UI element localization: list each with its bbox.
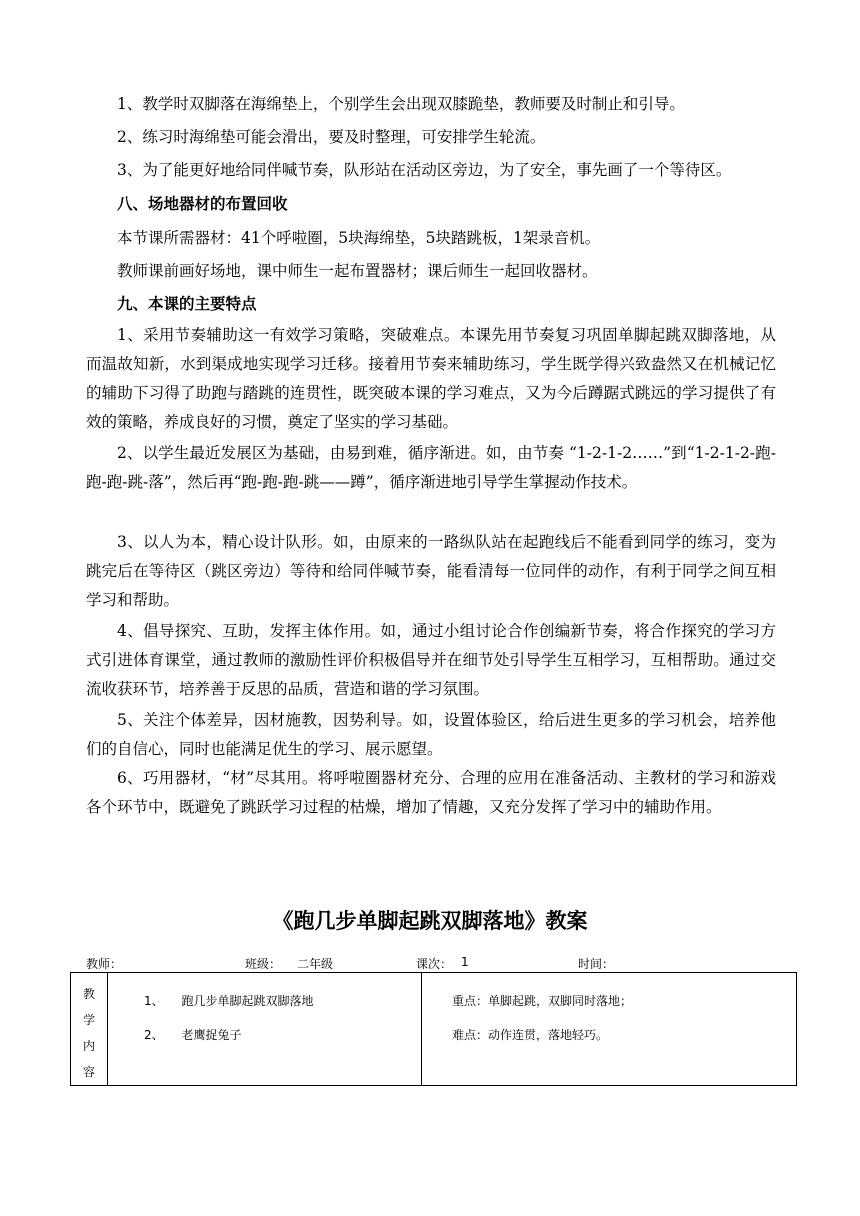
lesson-value: 1	[461, 955, 469, 969]
table-row	[71, 973, 797, 1086]
lesson-plan-title: 《跑几步单脚起跳双脚落地》教案	[272, 909, 588, 933]
note-3: 3、为了能更好地给同伴喊节奏，队形站在活动区旁边，为了安全，事先画了一个等待区。	[117, 161, 732, 179]
content-items-cell	[108, 973, 422, 1086]
content-label-cell	[71, 973, 108, 1086]
lesson-plan-table	[70, 972, 797, 1086]
lesson-label: 课次：	[416, 957, 453, 971]
label-char: 学	[82, 1013, 95, 1027]
label-char: 容	[82, 1065, 95, 1079]
feature-point-2: 2、以学生最近发展区为基础，由易到难，循序渐进。如，由节奏 “1-2-1-2……”到“1-2-1-2-跑-跑-跑-跳-落”，然后再“跑-跑-跑-跳——蹲”，循序渐进地引导学生掌握动作技术。	[86, 444, 776, 491]
item-text: 老鹰捉兔子	[181, 1028, 242, 1042]
time-label: 时间：	[578, 957, 615, 971]
label-char: 教	[82, 987, 95, 1001]
feature-point-4: 4、倡导探究、互助，发挥主体作用。如，通过小组讨论合作创编新节奏，将合作探究的学习方式引进体育课堂，通过教师的激励性评价积极倡导并在细节处引导学生互相学习，互相帮助。通过交流收获环节，培养善于反思的品质，营造和谐的学习氛围。	[86, 622, 776, 698]
class-value: 二年级	[297, 957, 334, 971]
key-point: 重点：单脚起跳，双脚同时落地；	[452, 994, 633, 1008]
difficult-point: 难点：动作连贯，落地轻巧。	[452, 1028, 609, 1042]
section-9-heading: 九、本课的主要特点	[117, 295, 257, 313]
feature-point-5: 5、关注个体差异，因材施教，因势利导。如，设置体验区，给后进生更多的学习机会，培养他们的自信心，同时也能满足优生的学习、展示愿望。	[86, 711, 776, 758]
feature-point-1: 1、采用节奏辅助这一有效学习策略，突破难点。本课先用节奏复习巩固单脚起跳双脚落地，从而温故知新，水到渠成地实现学习迁移。接着用节奏来辅助练习，学生既学得兴致盎然又在机械记忆的辅助下习得了助跑与踏跳的连贯性，既突破本课的学习难点，又为今后蹲踞式跳远的学习提供了有效的策略，养成良好的习惯，奠定了坚实的学习基础。	[86, 326, 776, 431]
section-8-heading: 八、场地器材的布置回收	[117, 195, 288, 213]
class-label: 班级：	[245, 957, 282, 971]
note-1: 1、教学时双脚落在海绵垫上，个别学生会出现双膝跪垫，教师要及时制止和引导。	[117, 95, 685, 113]
label-char: 内	[82, 1039, 95, 1053]
key-points-cell	[422, 973, 797, 1086]
equipment-line: 本节课所需器材：41个呼啦圈，5块海绵垫，5块踏跳板，1架录音机。	[117, 229, 601, 247]
feature-point-3: 3、以人为本，精心设计队形。如，由原来的一路纵队站在起跑线后不能看到同学的练习，变为跳完后在等待区（跳区旁边）等待和给同伴喊节奏，能看清每一位同伴的动作，有利于同学之间互相学习和帮助。	[86, 533, 776, 609]
list-item	[108, 1027, 421, 1043]
feature-point-6: 6、巧用器材，“材”尽其用。将呼啦圈器材充分、合理的应用在准备活动、主教材的学习和游戏各个环节中，既避免了跳跃学习过程的枯燥，增加了情趣，又充分发挥了学习中的辅助作用。	[86, 769, 776, 816]
list-item	[108, 993, 421, 1009]
item-text: 跑几步单脚起跳双脚落地	[181, 994, 314, 1008]
setup-line: 教师课前画好场地，课中师生一起布置器材；课后师生一起回收器材。	[117, 262, 598, 280]
item-number: 2、	[144, 1028, 164, 1042]
item-number: 1、	[144, 994, 164, 1008]
note-2: 2、练习时海绵垫可能会滑出，要及时整理，可安排学生轮流。	[117, 128, 546, 146]
teacher-label: 教师：	[86, 957, 123, 971]
